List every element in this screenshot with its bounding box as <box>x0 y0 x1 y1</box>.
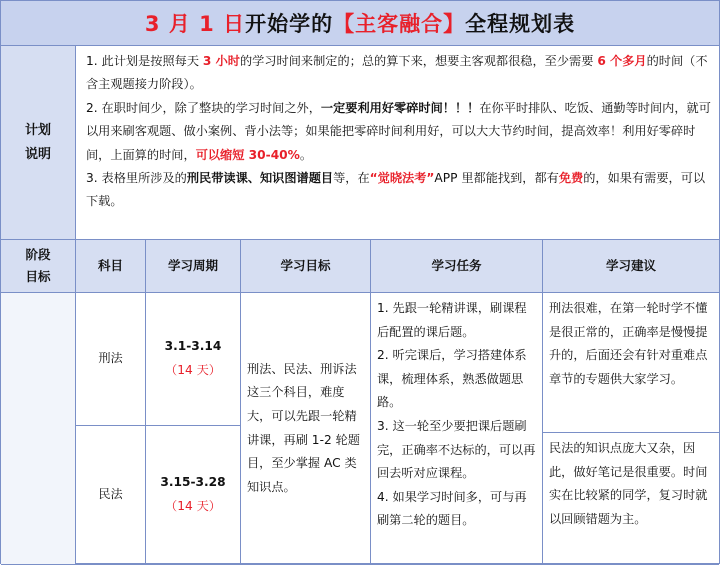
task-item: 2. 听完课后，学习搭建体系课，梳理体系，熟悉做题思路。 <box>377 348 527 410</box>
goal-cell: 刑法、民法、刑诉法这三个科目，难度大，可以先跟一轮精讲课，再刷 1-2 轮题目，至少掌握 AC 类知识点。 <box>241 293 371 565</box>
header-subject: 科目 <box>76 240 146 292</box>
period-cell-civil: 3.15-3.28 （14 天） <box>146 426 241 565</box>
task-cell <box>371 293 543 565</box>
advice-cell-criminal: 刑法很难，在第一轮时学不懂是很正常的，正确率是慢慢提升的，后面还会有针对重难点章节的专题供大家学习。 <box>543 293 719 433</box>
plan-label: 计划 说明 <box>1 46 76 239</box>
period-cell-criminal: 3.1-3.14 （14 天） <box>146 293 241 426</box>
plan-item-3: 3. 表格里所涉及的刑民带读课、知识图谱题目等，在“觉晓法考”APP 里都能找到，都有免费的，如果有需要，可以下载。 <box>86 171 706 209</box>
title-date: 3 月 1 日 <box>144 12 246 36</box>
header-period: 学习周期 <box>146 240 241 292</box>
plan-item-1: 1. 此计划是按照每天 3 小时的学习时间来制定的；总的算下来，想要主客观都很稳，至少需要 6 个多月的时间（不含主观题接力阶段）。 <box>86 54 708 92</box>
table-body <box>1 293 719 565</box>
header-goal: 学习目标 <box>241 240 371 292</box>
title-start: 开始学的 <box>245 12 334 36</box>
plan-item-2: 2. 在职时间少，除了整块的学习时间之外，一定要利用好零碎时间！！！在你平时排队、吃饭、通勤等时间内，就可以用来刷客观题、做小案例、背小法等；如果能把零碎时间利用好，可以大大节约时间，提高效率！利用好零碎时间，上面算的时间，可以缩短 30-40%。 <box>86 100 711 162</box>
page-title <box>1 1 719 46</box>
task-item: 3. 这一轮至少要把课后题刷完，正确率不达标的，可以再回去听对应课程。 <box>377 418 536 481</box>
title-highlight: 【主客融合】 <box>333 12 466 36</box>
plan-description <box>76 46 719 239</box>
task-item: 4. 如果学习时间多，可与再刷第二轮的题目。 <box>377 489 527 528</box>
task-item: 1. 先跟一轮精讲课，刷课程后配置的课后题。 <box>377 301 527 339</box>
advice-cell-civil: 民法的知识点庞大又杂，因此，做好笔记是很重要。时间实在比较紧的同学，复习时就以回顾错题为主。 <box>543 433 719 565</box>
plan-section <box>1 46 719 240</box>
table-header <box>1 240 719 293</box>
header-stage: 阶段 目标 <box>1 240 76 292</box>
stage-cell <box>1 293 76 565</box>
header-task: 学习任务 <box>371 240 543 292</box>
title-end: 全程规划表 <box>465 12 576 36</box>
subject-cell-civil: 民法 <box>76 426 146 565</box>
header-advice: 学习建议 <box>605 258 656 273</box>
subject-cell-criminal: 刑法 <box>76 293 146 426</box>
